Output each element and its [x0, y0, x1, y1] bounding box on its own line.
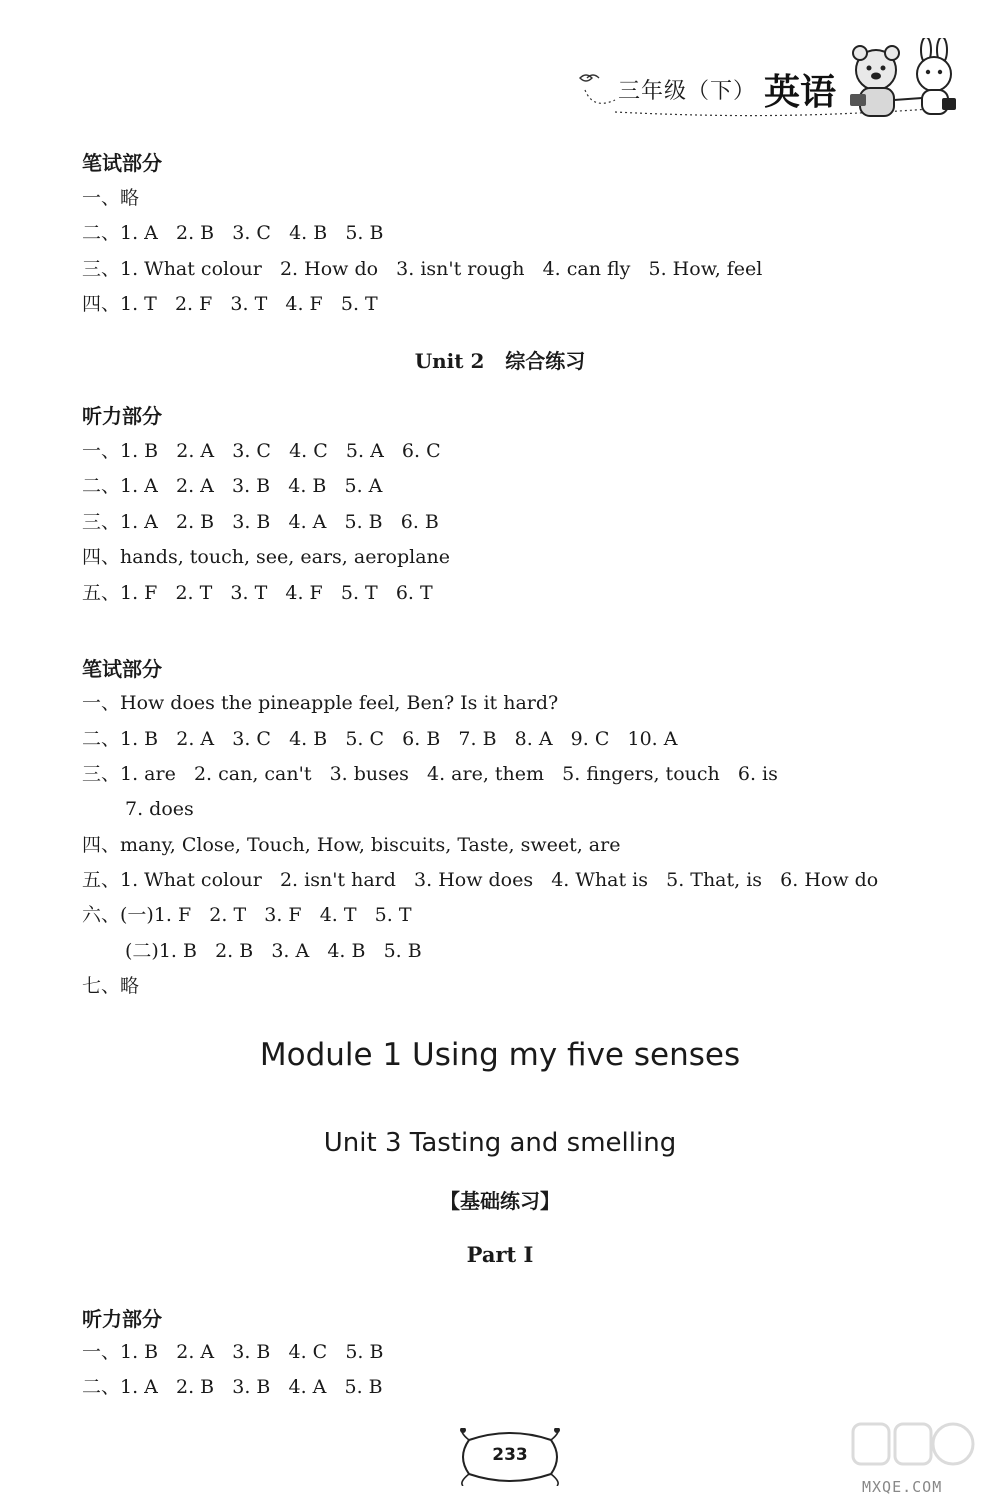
answer-line: 二、1. A 2. B 3. B 4. A 5. B	[82, 1376, 383, 1398]
answer-line: 六、(一)1. F 2. T 3. F 4. T 5. T	[82, 904, 412, 926]
answer-line: 二、1. B 2. A 3. C 4. B 5. C 6. B 7. B 8. A 9. C 10. A	[82, 728, 678, 750]
unit-heading: Unit 3 Tasting and smelling	[323, 1128, 677, 1158]
answer-line: 七、略	[82, 975, 140, 997]
watermark-text: MXQE.COM	[862, 1478, 943, 1496]
part-heading: Part Ⅰ	[466, 1242, 534, 1267]
unit-heading-cn: 综合练习	[505, 349, 586, 373]
answer-line: 四、1. T 2. F 3. T 4. F 5. T	[82, 293, 378, 315]
module-heading: Module 1 Using my five senses	[259, 1037, 741, 1073]
header-grade: 三年级（下）	[618, 79, 757, 104]
answer-line: 一、1. B 2. A 3. C 4. C 5. A 6. C	[82, 440, 441, 462]
section-title-written: 笔试部分	[82, 657, 162, 681]
answer-line: 五、1. What colour 2. isn't hard 3. How does 4. What is 5. That, is 6. How do	[82, 869, 879, 891]
answer-line: 三、1. are 2. can, can't 3. buses 4. are, them 5. fingers, touch 6. is	[82, 763, 778, 785]
answer-line: 三、1. A 2. B 3. B 4. A 5. B 6. B	[82, 511, 439, 533]
answer-line: 7. does	[125, 798, 194, 820]
answer-line: 三、1. What colour 2. How do 3. isn't rough 4. can fly 5. How, feel	[82, 258, 763, 280]
answer-line: 五、1. F 2. T 3. T 4. F 5. T 6. T	[82, 582, 433, 604]
page-number: 233	[492, 1445, 528, 1465]
exercise-type-heading: 【基础练习】	[440, 1189, 560, 1213]
page-number-badge	[455, 1428, 565, 1486]
answer-line: 一、1. B 2. A 3. B 4. C 5. B	[82, 1341, 384, 1363]
unit-heading	[0, 345, 1000, 374]
unit-heading-en: Unit 2	[414, 349, 485, 373]
section-title-listening: 听力部分	[82, 1307, 162, 1331]
bear-and-rabbit-mascot-icon	[838, 38, 968, 128]
answer-line: 二、1. A 2. A 3. B 4. B 5. A	[82, 475, 383, 497]
answer-line: (二)1. B 2. B 3. A 4. B 5. B	[125, 940, 422, 962]
section-title-listening: 听力部分	[82, 404, 162, 428]
answer-line: 一、略	[82, 187, 140, 209]
answer-line: 二、1. A 2. B 3. C 4. B 5. B	[82, 222, 384, 244]
answer-line: 四、hands, touch, see, ears, aeroplane	[82, 546, 451, 568]
answer-line: 四、many, Close, Touch, How, biscuits, Taste, sweet, are	[82, 834, 621, 856]
answer-line: 一、How does the pineapple feel, Ben? Is it hard?	[82, 692, 559, 714]
section-title-written: 笔试部分	[82, 151, 162, 175]
header-subject: 英语	[764, 72, 837, 113]
